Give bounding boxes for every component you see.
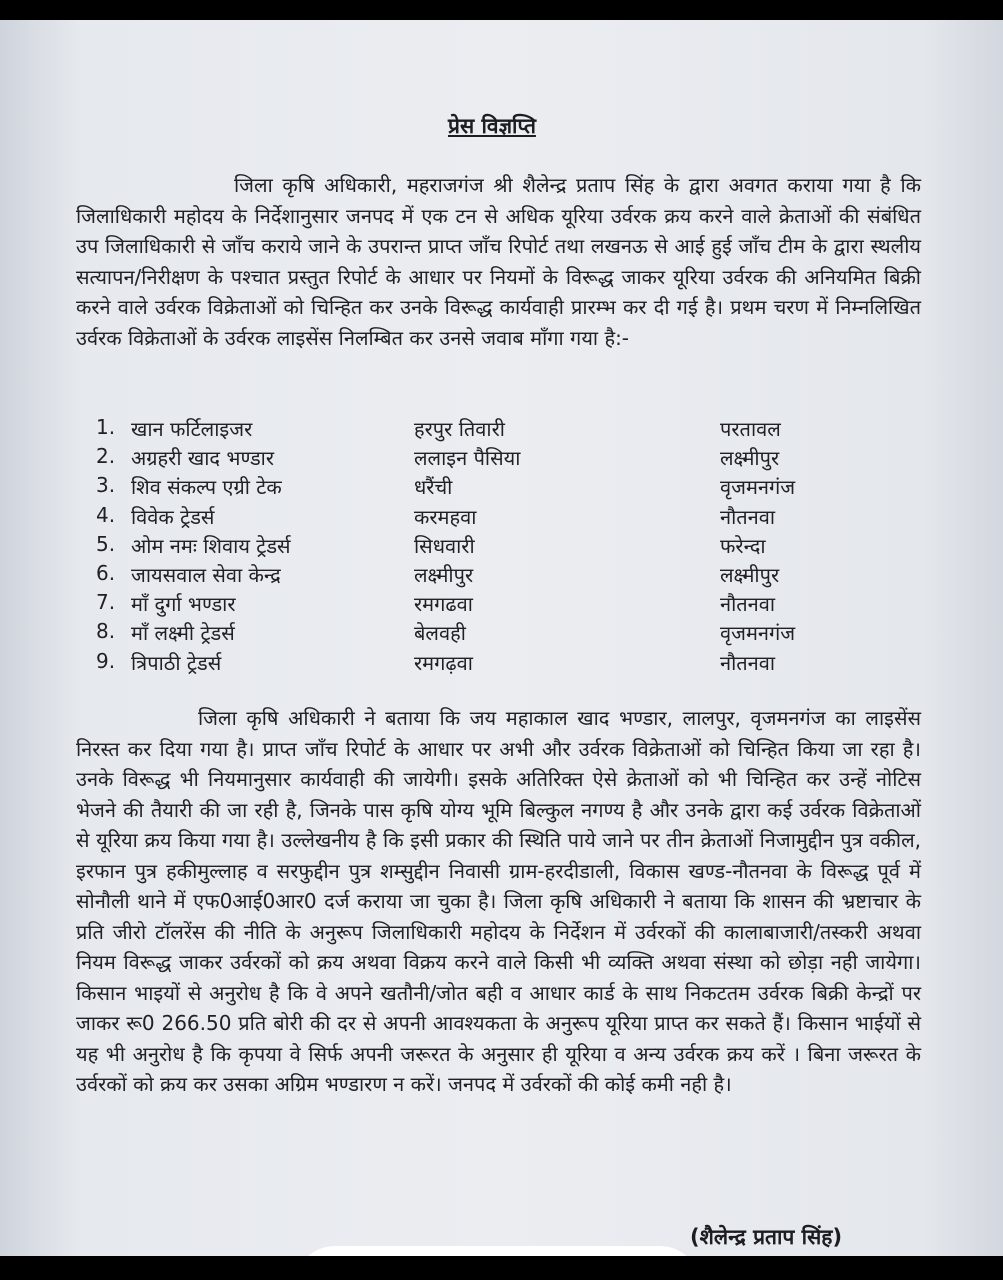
dealer-row [96, 619, 856, 648]
dealer-village: बेलवही [414, 621, 466, 646]
dealer-name: माँ लक्ष्मी ट्रेडर्स [131, 621, 235, 646]
dealer-village: ललाइन पैसिया [414, 446, 521, 471]
dealer-row [96, 532, 856, 561]
document-photo [0, 20, 1003, 1260]
dealer-number: 1. [96, 415, 116, 439]
dealer-row [96, 561, 856, 590]
dealer-block: लक्ष्मीपुर [720, 446, 780, 471]
dealer-row [96, 503, 856, 532]
dealer-name: माँ दुर्गा भण्डार [131, 592, 236, 617]
document-title: प्रेस विज्ञप्ति [448, 114, 536, 138]
dealer-village: करमहवा [414, 504, 477, 529]
dealer-name: अग्रहरी खाद भण्डार [131, 446, 275, 471]
dealer-block: नौतनवा [720, 592, 776, 617]
dealer-name: जायसवाल सेवा केन्द्र [131, 562, 281, 587]
dealer-number: 2. [96, 444, 116, 469]
dealer-block: वृजमनगंज [720, 475, 796, 500]
dealer-village: हरपुर तिवारी [414, 417, 505, 441]
dealer-block: परतावल [720, 417, 781, 441]
dealer-name: शिव संकल्प एग्री टेक [131, 475, 282, 500]
dealer-village: धरैंची [414, 475, 453, 500]
dealer-list [96, 415, 856, 678]
dealer-number: 4. [96, 502, 116, 527]
dealer-block: लक्ष्मीपुर [720, 562, 780, 587]
dealer-name: विवेक ट्रेडर्स [131, 504, 215, 529]
dealer-block: फरेन्दा [720, 533, 766, 558]
bottom-black-bar [0, 1256, 1003, 1280]
second-paragraph: जिला कृषि अधिकारी ने बताया कि जय महाकाल खाद भण्डार, लालपुर, वृजमनगंज का लाइसेंस निरस्त कर दिया गया है। प्राप्त जाँच रिपोर्ट के आधार पर अभी और उर्वरक विक्रेताओं को चिन्हित किया जा रहा है। उनके विरूद्ध भी नियमानुसार कार्यवाही की जायेगी। इसके अतिरिक्त ऐसे क्रेताओं को भी चिन्हित कर उन्हें नोटिस भेजने की तैयारी की जा रही है, जिनके पास कृषि योग्य भूमि बिल्कुल नगण्य है और उनके द्वारा कई उर्वरक विक्रेताओं से यूरिया क्रय किया गया है। उल्लेखनीय है कि इसी प्रकार की स्थिति पाये जाने पर तीन क्रेताओं निजामुद्दीन पुत्र वकील, इरफान पुत्र हकीमुल्लाह व सरफुद्दीन पुत्र शम्सुद्दीन निवासी ग्राम-हरदीडाली, विकास खण्ड-नौतनवा के विरूद्ध पूर्व में सोनौली थाने में एफ0आई0आर0 दर्ज कराया जा चुका है। जिला कृषि अधिकारी ने बताया कि शासन की भ्रष्टाचार के प्रति जीरो टॉलरेंस की नीति के अनुरूप जिलाधिकारी महोदय के निर्देशन में उर्वरकों की कालाबाजारी/तस्करी अथवा नियम विरूद्ध जाकर उर्वरकों को क्रय अथवा विक्रय करने वाले किसी भी व्यक्ति अथवा संस्था को छोड़ा नही जायेगा। किसान भाइयों से अनुरोध है कि वे अपने खतौनी/जोत बही व आधार कार्ड के साथ निकटतम उर्वरक बिक्री केन्द्रों पर जाकर रू0 266.50 प्रति बोरी की दर से अपनी आवश्यकता के अनुरूप यूरिया प्राप्त कर सकते हैं। किसान भाईयों से यह भी अनुरोध है कि कृपया वे सिर्फ अपनी जरूरत के अनुसार ही यूरिया व अन्य उर्वरक क्रय करें । बिना जरूरत के उर्वरकों को क्रय कर उसका अग्रिम भण्डारण न करें। जनपद में उर्वरकों की कोई कमी नही है। [76, 706, 921, 1096]
dealer-number: 3. [96, 473, 116, 498]
dealer-row [96, 649, 856, 678]
dealer-name: खान फर्टिलाइजर [131, 417, 253, 441]
dealer-row [96, 444, 856, 473]
dealer-village: लक्ष्मीपुर [414, 562, 474, 587]
dealer-block: नौतनवा [720, 650, 776, 675]
dealer-row [96, 473, 856, 502]
dealer-block: वृजमनगंज [720, 621, 796, 646]
dealer-number: 6. [96, 560, 116, 585]
dealer-name: ओम नमः शिवाय ट्रेडर्स [131, 533, 291, 558]
dealer-number: 5. [96, 531, 116, 556]
dealer-row [96, 415, 856, 444]
dealer-row [96, 590, 856, 619]
dealer-number: 7. [96, 590, 116, 615]
intro-paragraph: जिला कृषि अधिकारी, महराजगंज श्री शैलेन्द्र प्रताप सिंह के द्वारा अवगत कराया गया है कि जिलाधिकारी महोदय के निर्देशानुसार जनपद में एक टन से अधिक यूरिया उर्वरक क्रय करने वाले क्रेताओं की संबंधित उप जिलाधिकारी से जाँच कराये जाने के उपरान्त प्राप्त जाँच रिपोर्ट तथा लखनऊ से आई हुई जाँच टीम के द्वारा स्थलीय सत्यापन/निरीक्षण के पश्चात प्रस्तुत रिपोर्ट के आधार पर नियमों के विरूद्ध जाकर यूरिया उर्वरक की अनियमित बिक्री करने वाले उर्वरक विक्रेताओं को चिन्हित कर उनके विरूद्ध कार्यवाही प्रारम्भ कर दी गई है। प्रथम चरण में निम्नलिखित उर्वरक विक्रेताओं के उर्वरक लाइसेंस निलम्बित कर उनसे जवाब माँगा गया है:- [76, 173, 921, 350]
dealer-number: 8. [96, 619, 116, 644]
dealer-block: नौतनवा [720, 504, 776, 529]
dealer-village: सिधवारी [414, 533, 475, 558]
dealer-number: 9. [96, 648, 116, 673]
signature-name: (शैलेन्द्र प्रताप सिंह) [690, 1225, 843, 1249]
dealer-village: रमगढवा [414, 592, 473, 617]
dealer-village: रमगढ़वा [414, 650, 473, 675]
dealer-name: त्रिपाठी ट्रेडर्स [131, 650, 222, 675]
